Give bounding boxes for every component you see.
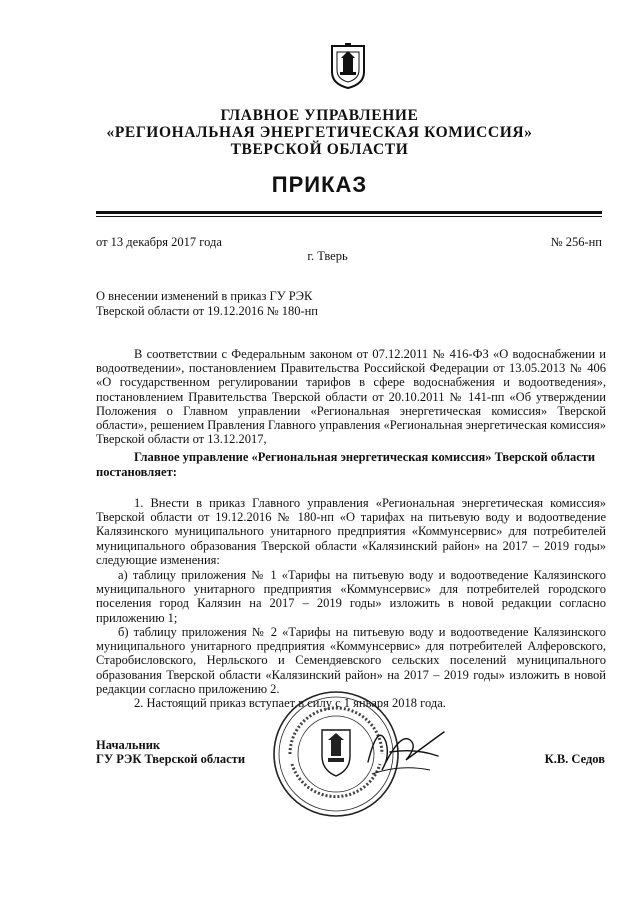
handwritten-signature-icon [360,712,450,782]
org-name-line1: ГЛАВНОЕ УПРАВЛЕНИЕ [220,107,419,124]
org-name-line3: ТВЕРСКОЙ ОБЛАСТИ [230,141,409,158]
decree-line1: Главное управление «Региональная энергетическая комиссия» Тверской области [134,450,596,464]
document-date: от 13 декабря 2017 года [96,235,222,249]
signatory-position-line2: ГУ РЭК Тверской области [96,752,246,766]
preamble-paragraph: В соответствии с Федеральным законом от 07.12.2011 № 416-ФЗ «О водоснабжении и водоотведении», постановлением Правительства Российской Федерации от 13.05.2013 № 406 «О государственном регулировании тарифов в сфере водоснабжения и водоотведения», постановлением Правительства Тверской области от 20.10.2011 № 141-пп «Об утверждении Положения о Главном управлении «Региональная энергетическая комиссия» Тверской области», решением Правления Главного управления «Региональная энергетическая комиссия» Тверской области от 13.12.2017, [96,347,606,447]
org-name-line2: «РЕГИОНАЛЬНАЯ ЭНЕРГЕТИЧЕСКАЯ КОМИССИЯ» [106,124,533,141]
signatory-name: К.В. Седов [544,752,605,766]
document-city: г. Тверь [307,249,348,263]
item-1b-paragraph: б) таблицу приложения № 2 «Тарифы на питьевую воду и водоотведение Калязинского муниципального унитарного предприятия «Коммунсервис» для потребителей Алферовского, Старобисловского, Нерльского и Семендяевского сельских поселений муниципального образования Тверской области «Калязинский район» на 2017 – 2019 годы» изложить в новой редакции согласно приложению 2. [96,625,606,696]
decree-line2: постановляет: [96,465,177,479]
item-1a-paragraph: а) таблицу приложения № 1 «Тарифы на питьевую воду и водоотведение Калязинского муниципального унитарного предприятия «Коммунсервис» для потребителей городского поселения город Калязин на 2017 – 2019 годы» изложить в новой редакции согласно приложению 1; [96,568,606,625]
item-1-paragraph: 1. Внести в приказ Главного управления «Региональная энергетическая комиссия» Тверской области от 19.12.2016 № 180-нп «О тарифах на питьевую воду и водоотведение Калязинского муниципального унитарного предприятия «Коммунсервис» для потребителей муниципального образования Тверской области «Калязинский район» на 2017 – 2019 годы» следующие изменения: [96,496,606,567]
subject-line1: О внесении изменений в приказ ГУ РЭК [96,289,313,303]
signatory-position-line1: Начальник [96,738,161,752]
subject-line2: Тверской области от 19.12.2016 № 180-нп [96,304,318,318]
document-title: ПРИКАЗ [271,172,368,197]
header-rule [96,211,602,214]
item-2-paragraph: 2. Настоящий приказ вступает в силу с 1 января 2018 года. [134,696,446,710]
tver-coat-of-arms-icon [329,42,367,90]
header-rule-thin [96,216,602,217]
document-number: № 256-нп [550,235,602,249]
